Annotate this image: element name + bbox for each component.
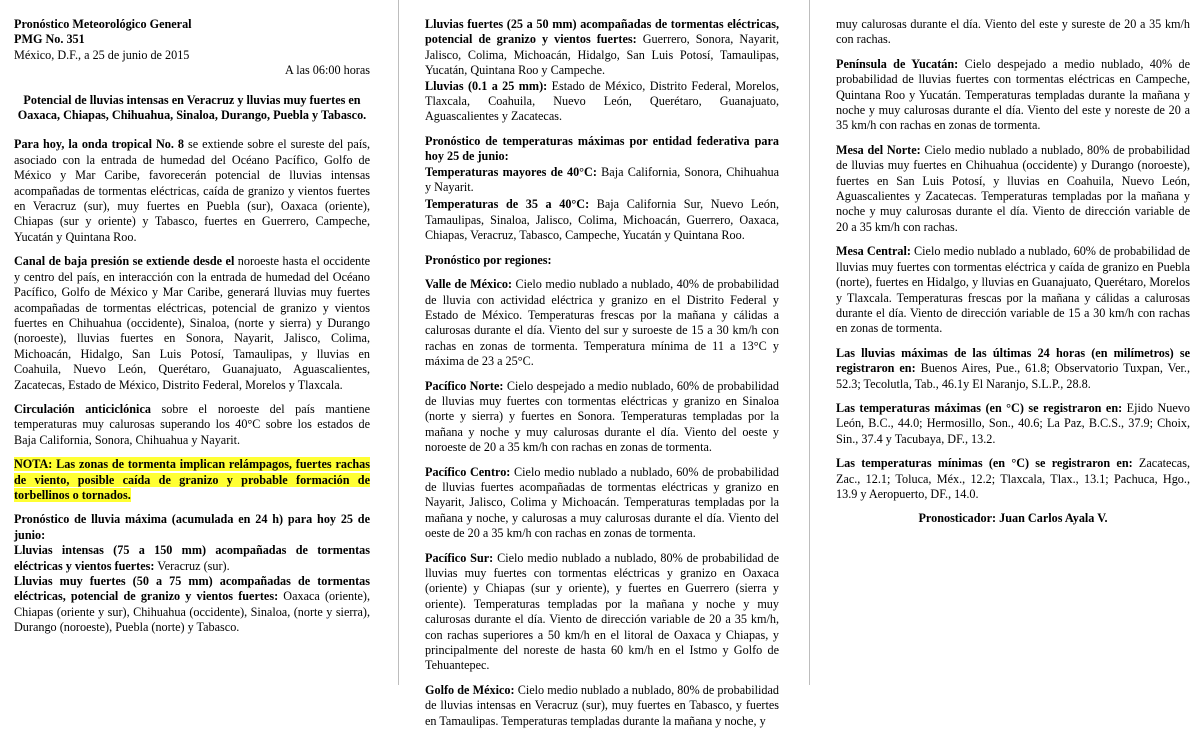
- column-1: [14, 17, 370, 645]
- region-mesa-del-norte: [836, 143, 1190, 235]
- region-forecast: Cielo medio nublado a nublado, 60% de probabilidad de lluvias muy fuertes con tormentas eléctrica y caída de granizo en Puebla (norte), fuertes en Hidalgo, y lluvias en Guanajuato, Querétaro, Morelos y Tlaxcala. Temperaturas frescas por la mañana y cálidas a calurosas durante el día. Viento de dirección variable de 15 a 30 km/h con rachas en zonas de tormenta.: [836, 244, 1190, 336]
- region-name: Golfo de México:: [425, 682, 515, 697]
- region-valle-de-mexico: [425, 277, 779, 369]
- region-forecast: Cielo medio nublado a nublado, 40% de probabilidad de lluvia con actividad eléctrica y granizo en el Distrito Federal y Estado de México. Temperaturas frescas por la mañana y cálidas a calurosas durante el día. Viento del sur y suroeste de 15 a 30 km/h con rachas en zonas de tormenta. Temperatura mínima de 11 a 13°C y máxima de 23 a 25°C.: [425, 277, 779, 369]
- region-golfo-continued: muy calurosas durante el día. Viento del este y sureste de 20 a 35 km/h con rachas.: [836, 17, 1190, 47]
- records-lead: Las lluvias máximas de las últimas 24 horas (en milímetros) se registraron en:: [836, 345, 1190, 376]
- region-pacifico-centro: [425, 465, 779, 542]
- paragraph-body: noroeste hasta el occidente y centro del país, en interacción con la entrada de humedad del Océano Pacífico, Golfo de México y Mar Caribe, generará lluvias muy fuertes acompañadas de tormentas eléctricas, potencial de granizo y vientos fuertes en Chihuahua (occidente), Sinaloa, (norte y sierra) y Durango (noroeste), lluvias fuertes en Sonora, Nayarit, Jalisco, Colima, Michoacán, Hidalgo, San Luis Potosí, Tamaulipas, y lluvias en Coahuila, Nuevo León, Querétaro, Guanajuato, Aguascalientes, Zacatecas, Estado de México, Distrito Federal, Morelos y Tlaxcala.: [14, 254, 370, 392]
- paragraph-anticyclone: [14, 402, 370, 448]
- document-date: México, D.F., a 25 de junio de 2015: [14, 47, 190, 62]
- paragraph-lead: Circulación anticiclónica: [14, 401, 151, 416]
- records-lead: Las temperaturas máximas (en °C) se registraron en:: [836, 400, 1123, 415]
- document-time: A las 06:00 horas: [285, 63, 370, 78]
- region-name: Pacífico Sur:: [425, 550, 494, 565]
- main-title: Potencial de lluvias intensas en Veracruz y lluvias muy fuertes en Oaxaca, Chiapas, Chihuahua, Sinaloa, Durango, Puebla y Tabasco.: [17, 92, 367, 123]
- temp-over-40-item: [425, 165, 779, 196]
- region-name: Valle de México:: [425, 277, 513, 292]
- item-lead: Temperaturas mayores de 40°C:: [425, 164, 597, 179]
- rain-very-strong-item: [14, 574, 370, 636]
- records-body: Buenos Aires, Pue., 61.8; Observatorio Tuxpan, Ver., 52.3; Tecolutla, Tab., 46.1y El Naranjo, S.L.P., 28.8.: [836, 361, 1190, 391]
- item-lead: Lluvias fuertes (25 a 50 mm) acompañadas de tormentas eléctricas, potencial de granizo y vientos fuertes:: [425, 17, 779, 47]
- region-name: Mesa del Norte:: [836, 142, 921, 157]
- column-divider-right: [809, 0, 810, 685]
- item-body: Oaxaca (oriente), Chiapas (oriente y sur), Chihuahua (occidente), Sinaloa, (norte y sierra), Durango (noroeste), Puebla (norte) y Tabasco.: [14, 589, 370, 635]
- item-lead: Temperaturas de 35 a 40°C:: [425, 197, 590, 212]
- forecaster-signature: Pronosticador: Juan Carlos Ayala V.: [918, 511, 1108, 526]
- paragraph-lead: Canal de baja presión se extiende desde el: [14, 254, 235, 269]
- region-forecast: Cielo medio nublado a nublado, 60% de probabilidad de lluvias fuertes acompañadas de tormentas eléctricas y granizo en Nayarit, Jalisco, Colima y Michoacán. Temperaturas templadas por la mañana y noche, y calurosas a muy calurosas durante el día. Viento del oeste de 20 a 35 km/h con rachas en zonas de tormenta.: [425, 464, 779, 541]
- records-lead: Las temperaturas mínimas (en °C) se registraron en:: [836, 456, 1133, 471]
- item-body: Baja California, Sonora, Chihuahua y Nayarit.: [425, 164, 780, 195]
- rain-light-item: [425, 79, 779, 125]
- region-golfo-de-mexico: [425, 683, 779, 729]
- records-body: Ejido Nuevo León, B.C., 44.0; Hermosillo, Son., 40.6; La Paz, B.C.S., 37.9; Choix, Sin., 37.4 y Tacubaya, DF., 13.2.: [836, 400, 1190, 446]
- region-mesa-central: [836, 244, 1190, 336]
- item-lead: Lluvias muy fuertes (50 a 75 mm) acompañadas de tormentas eléctricas, potencial de granizo y vientos fuertes:: [14, 574, 370, 604]
- document-heading-title: Pronóstico Meteorológico General: [14, 17, 192, 31]
- max-temp-records: [836, 401, 1190, 447]
- region-name: Pacífico Norte:: [425, 378, 504, 393]
- region-name: Mesa Central:: [836, 244, 911, 259]
- paragraph-tropical-wave: [14, 137, 370, 245]
- column-3: [836, 17, 1190, 536]
- temperature-forecast-heading: Pronóstico de temperaturas máximas por entidad federativa para hoy 25 de junio:: [425, 133, 779, 164]
- item-lead: Lluvias intensas (75 a 150 mm) acompañadas de tormentas eléctricas y vientos fuertes:: [14, 543, 370, 573]
- item-body: Baja California Sur, Nuevo León, Tamaulipas, Sinaloa, Jalisco, Colima, Michoacán, Guerrero, Oaxaca, Chiapas, Veracruz, Tabasco, Campeche, Yucatán y Quintana Roo.: [425, 197, 779, 243]
- paragraph-body: sobre el noroeste del país mantiene temperaturas muy calurosas superando los 40°C sobre los estados de Baja California, Sonora, Chihuahua y Nayarit.: [14, 401, 370, 447]
- document-number: PMG No. 351: [14, 32, 85, 47]
- region-forecast: Cielo medio nublado a nublado, 80% de probabilidad de lluvias muy fuertes en Chihuahua (occidente) y Durango (noroeste), fuertes en San Luis Potosí, y lluvias en Coahuila, Nuevo León, Aguascalientes y Zacatecas. Temperaturas templadas por la mañana y noche y muy calurosas durante el día. Viento de dirección variable de 20 a 35 km/h con rachas.: [836, 142, 1191, 234]
- paragraph-body: se extiende sobre el sureste del país, asociado con la entrada de humedad del Océano Pacífico, Golfo de México y Mar Caribe, favorecerán potencial de lluvias intensas acompañadas de tormentas eléctricas, caída de granizo y vientos fuertes en Veracruz (sur), muy fuertes en Puebla (sur), Oaxaca (oriente), Chiapas (sur y oriente) y Tabasco, fuertes en Guerrero, Campeche, Yucatán y Quintana Roo.: [14, 137, 370, 244]
- column-divider-left: [398, 0, 399, 685]
- item-body: Veracruz (sur).: [154, 558, 230, 573]
- rain-forecast-heading: Pronóstico de lluvia máxima (acumulada en 24 h) para hoy 25 de junio:: [14, 512, 370, 542]
- region-peninsula-yucatan: [836, 57, 1190, 134]
- rain-strong-item: [425, 17, 779, 79]
- temp-35-40-item: [425, 197, 779, 243]
- note-text: NOTA: Las zonas de tormenta implican relámpagos, fuertes rachas de viento, posible caída de granizo y probable formación de torbellinos o tornados.: [14, 457, 370, 502]
- region-pacifico-sur: [425, 551, 779, 674]
- paragraph-low-pressure: [14, 254, 370, 393]
- min-temp-records: [836, 456, 1190, 502]
- region-forecast: Cielo medio nublado a nublado, 80% de probabilidad de lluvias intensas en Veracruz (sur), muy fuertes en Tabasco, y fuertes en Tamaulipas. Temperaturas templadas durante la mañana y noche, y: [425, 682, 779, 728]
- item-body: Guerrero, Sonora, Nayarit, Jalisco, Colima, Michoacán, Hidalgo, San Luis Potosí, Tamaulipas, Yucatán, Quintana Roo y Campeche.: [425, 32, 779, 78]
- item-body: Estado de México, Distrito Federal, Morelos, Tlaxcala, Coahuila, Nuevo León, Querétaro, Guanajuato, Aguascalientes y Zacatecas.: [425, 78, 779, 124]
- column-2: [425, 17, 779, 738]
- max-rain-records: [836, 346, 1190, 392]
- region-forecast: Cielo despejado a medio nublado, 40% de probabilidad de lluvias fuertes con tormentas eléctricas en Campeche, Quintana Roo y Yucatán. Temperaturas templadas durante la mañana y noche y muy calurosas durante el día. Viento del este y noreste de 20 a 35 km/h con rachas en zonas de tormenta.: [836, 56, 1190, 133]
- highlighted-note: [14, 457, 370, 503]
- regions-heading: Pronóstico por regiones:: [425, 252, 552, 267]
- records-body: Zacatecas, Zac., 12.1; Toluca, Méx., 12.2; Tlaxcala, Tlax., 13.1; Pachuca, Hgo., 13.9 y Aeropuerto, DF., 14.0.: [836, 456, 1191, 501]
- paragraph-lead: Para hoy, la onda tropical No. 8: [14, 137, 184, 152]
- item-lead: Lluvias (0.1 a 25 mm):: [425, 78, 548, 93]
- rain-intense-item: [14, 543, 370, 574]
- region-pacifico-norte: [425, 379, 779, 456]
- region-name: Península de Yucatán:: [836, 56, 959, 71]
- region-forecast: Cielo medio nublado a nublado, 80% de probabilidad de lluvias muy fuertes con tormentas eléctricas y granizo en Oaxaca (oriente) y Chiapas (sur y oriente), y fuertes en Guerrero (sierra y oriente). Temperaturas templadas por la mañana y noche y muy calurosas durante el día. Viento de dirección variable de 20 a 35 km/h, con rachas superiores a 50 km/h en el litoral de Oaxaca y Chiapas, y principalmente del noreste de hasta 60 km/h en el Istmo y Golfo de Tehuantepec.: [425, 550, 780, 673]
- region-name: Pacífico Centro:: [425, 464, 511, 479]
- region-forecast: Cielo despejado a medio nublado, 60% de probabilidad de lluvias muy fuertes con tormentas eléctricas y granizo en Sinaloa (norte y sierra) y fuertes en Sonora. Temperaturas templadas por la mañana y noche y muy calurosas durante el día. Viento del oeste y noroeste de 20 a 35 km/h con rachas en zonas de tormenta.: [425, 378, 779, 455]
